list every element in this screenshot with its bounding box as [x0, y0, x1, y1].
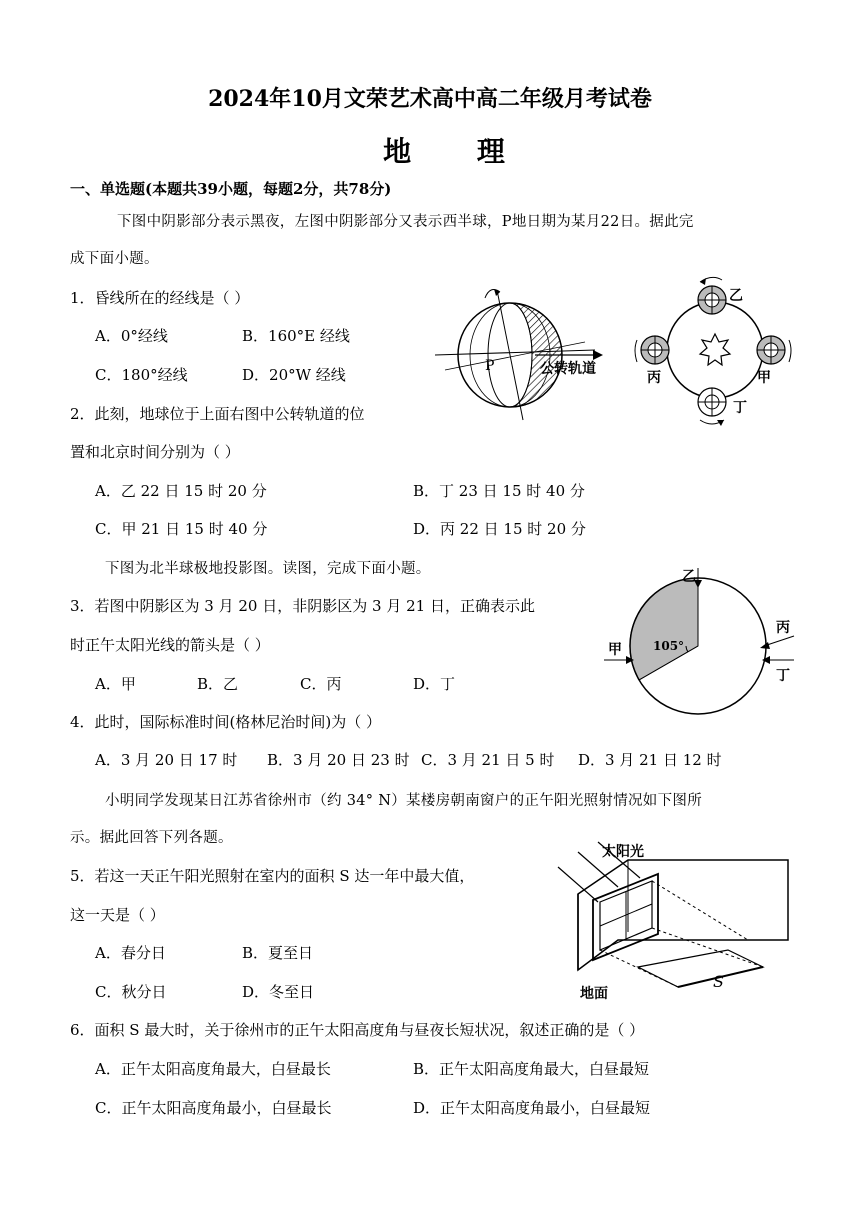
q4-option-b[interactable]: B．3 月 20 日 23 时	[267, 751, 410, 769]
question-2-stem-cont: 置和北京时间分别为（ ）	[70, 443, 240, 461]
question-3-stem: 3．若图中阴影区为 3 月 20 日，非阴影区为 3 月 21 日，正确表示此	[70, 597, 535, 615]
orbit-label-jia: 甲	[757, 370, 771, 386]
q3-option-d[interactable]: D．丁	[413, 675, 456, 693]
intro-line: 下图为北半球极地投影图。读图，完成下面小题。	[105, 561, 431, 577]
question-5-stem: 5．若这一天正午阳光照射在室内的面积 S 达一年中最大值，	[70, 867, 475, 885]
q1-option-b[interactable]: B．160°E 经线	[242, 327, 350, 345]
orbit-label: 公转轨道	[540, 361, 596, 377]
arrow-label-yi: 乙	[682, 569, 696, 585]
exam-title: 2024年10月文荣艺术高中高二年级月考试卷	[208, 86, 652, 112]
area-s-label: S	[713, 972, 724, 991]
q2-option-c[interactable]: C．甲 21 日 15 时 40 分	[95, 520, 268, 538]
question-3-stem-cont: 时正午太阳光线的箭头是（ ）	[70, 636, 270, 654]
q4-option-a[interactable]: A．3 月 20 日 17 时	[95, 751, 238, 769]
q6-option-d[interactable]: D．正午太阳高度角最小，白昼最短	[413, 1099, 651, 1117]
intro-line: 小明同学发现某日江苏省徐州市（约 34° N）某楼房朝南窗户的正午阳光照射情况如下图所	[105, 793, 703, 809]
window-sunlight-figure	[548, 832, 798, 1004]
orbit-label-bing: 丙	[647, 370, 661, 386]
polar-projection-figure	[598, 568, 803, 726]
globe-diagram	[435, 289, 603, 420]
question-6-stem: 6．面积 S 最大时，关于徐州市的正午太阳高度角与昼夜长短状况，叙述正确的是（ ）	[70, 1021, 645, 1039]
intro-line: 示。据此回答下列各题。	[70, 830, 233, 846]
q5-option-c[interactable]: C．秋分日	[95, 983, 167, 1001]
q2-option-d[interactable]: D．丙 22 日 15 时 20 分	[413, 520, 586, 538]
q3-option-c[interactable]: C．丙	[300, 675, 342, 693]
q6-option-a[interactable]: A．正午太阳高度角最大，白昼最长	[95, 1060, 331, 1078]
q5-option-b[interactable]: B．夏至日	[242, 944, 314, 962]
ground-label: 地面	[580, 986, 608, 1002]
orbit-label-yi: 乙	[729, 288, 743, 304]
q4-option-c[interactable]: C．3 月 21 日 5 时	[421, 751, 555, 769]
q5-option-d[interactable]: D．冬至日	[242, 983, 315, 1001]
question-1-stem: 1．昏线所在的经线是（ ）	[70, 289, 250, 307]
q1-option-d[interactable]: D．20°W 经线	[242, 366, 346, 384]
q3-option-a[interactable]: A．甲	[95, 675, 136, 693]
angle-label: 105°	[653, 639, 685, 653]
sunlight-label: 太阳光	[602, 844, 644, 860]
section-heading: 一、单选题(本题共39小题，每题2分，共78分)	[70, 180, 392, 198]
q1-option-c[interactable]: C．180°经线	[95, 366, 188, 384]
q3-option-b[interactable]: B．乙	[197, 675, 239, 693]
q6-option-c[interactable]: C．正午太阳高度角最小，白昼最长	[95, 1099, 332, 1117]
intro-line: 下图中阴影部分表示黑夜，左图中阴影部分又表示西半球，P地日期为某月22日。据此完	[117, 214, 694, 230]
q4-option-d[interactable]: D．3 月 21 日 12 时	[578, 751, 722, 769]
orbit-label-ding: 丁	[733, 400, 747, 416]
point-p-label: P	[485, 358, 495, 374]
question-4-stem: 4．此时，国际标准时间(格林尼治时间)为（ ）	[70, 713, 382, 731]
q5-option-a[interactable]: A．春分日	[95, 944, 166, 962]
intro-line: 成下面小题。	[70, 251, 159, 267]
question-2-stem: 2．此刻，地球位于上面右图中公转轨道的位	[70, 405, 365, 423]
q6-option-b[interactable]: B．正午太阳高度角最大，白昼最短	[413, 1060, 650, 1078]
earth-orbit-figure	[425, 270, 805, 435]
arrow-label-ding: 丁	[776, 668, 790, 684]
arrow-label-bing: 丙	[776, 620, 790, 636]
orbit-diagram	[635, 277, 791, 426]
subject-title: 地 理	[383, 135, 533, 168]
q2-option-b[interactable]: B．丁 23 日 15 时 40 分	[413, 482, 585, 500]
q1-option-a[interactable]: A．0°经线	[95, 327, 168, 345]
question-5-stem-cont: 这一天是（ ）	[70, 906, 165, 924]
q2-option-a[interactable]: A．乙 22 日 15 时 20 分	[95, 482, 267, 500]
arrow-label-jia: 甲	[608, 642, 622, 658]
